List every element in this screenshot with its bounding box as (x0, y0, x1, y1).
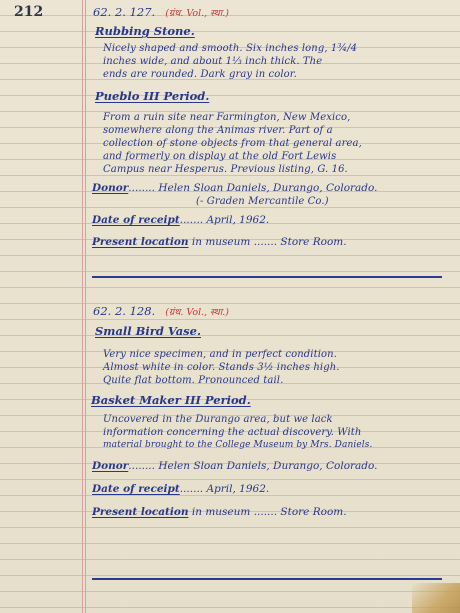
receipt-value: April, 1962. (206, 214, 270, 226)
accession-number-text: 62. 2. 128. (93, 304, 156, 318)
donor-label: Donor (92, 182, 129, 194)
provenance-line: and formerly on display at the old Fort Lewis (103, 151, 337, 162)
donor-extra: (- Graden Mercantile Co.) (196, 196, 329, 207)
period-heading: Basket Maker III Period. (91, 393, 251, 407)
period-heading: Pueblo III Period. (95, 89, 210, 103)
receipt-label: Date of receipt (92, 483, 180, 495)
provenance-line: material brought to the College Museum by Mrs. Daniels. (103, 440, 373, 450)
object-name: Rubbing Stone. (95, 24, 195, 38)
margin-rule (85, 0, 86, 613)
location-label: Present location (92, 506, 189, 518)
accession-number (93, 306, 229, 318)
accession-number-text: 62. 2. 127. (93, 5, 156, 19)
receipt-line (92, 215, 269, 226)
object-name: Small Bird Vase. (95, 324, 201, 338)
location-mid: in museum (191, 236, 251, 248)
donor-value: Helen Sloan Daniels, Durango, Colorado. (158, 182, 378, 194)
description-line: Quite flat bottom. Pronounced tail. (103, 375, 284, 386)
description-line: ends are rounded. Dark gray in color. (103, 69, 297, 80)
location-value: Store Room. (280, 506, 347, 518)
donor-label: Donor (92, 460, 129, 472)
receipt-label: Date of receipt (92, 214, 180, 226)
provenance-line: information concerning the actual discovery. With (103, 427, 362, 438)
description-line: Almost white in color. Stands 3½ inches high. (103, 362, 340, 373)
leader-dots: ........ (128, 460, 155, 472)
donor-value: Helen Sloan Daniels, Durango, Colorado. (158, 460, 378, 472)
donor-line (92, 183, 378, 194)
leader-dots: ....... (179, 483, 204, 495)
leader-dots: ........ (128, 182, 155, 194)
entry-separator (92, 578, 442, 580)
leader-dots: ....... (179, 214, 204, 226)
accession-annotation: (ग्रंथ. Vol., स्था.) (165, 8, 229, 19)
page-number: 212 (14, 4, 44, 20)
provenance-line: Uncovered in the Durango area, but we lack (103, 414, 333, 425)
leader-dots: ....... (253, 506, 278, 518)
provenance-line: From a ruin site near Farmington, New Mexico, (103, 112, 351, 123)
description-line: inches wide, and about 1⅓ inch thick. The (103, 56, 323, 67)
description-line: Very nice specimen, and in perfect condition. (103, 349, 337, 360)
receipt-line (92, 484, 269, 495)
entry-separator (92, 276, 442, 278)
description-line: Nicely shaped and smooth. Six inches long, 1¾/4 (103, 43, 358, 54)
provenance-line: somewhere along the Animas river. Part of a (103, 125, 333, 136)
accession-number (93, 7, 229, 19)
location-line (92, 237, 347, 248)
location-line (92, 507, 347, 518)
provenance-line: Campus near Hesperus. Previous listing, G. 16. (103, 164, 348, 175)
location-label: Present location (92, 236, 189, 248)
accession-annotation: (ग्रंथ. Vol., स्था.) (165, 307, 229, 318)
page-corner-tape (412, 583, 460, 613)
receipt-value: April, 1962. (206, 483, 270, 495)
provenance-line: collection of stone objects from that general area, (103, 138, 362, 149)
location-mid: in museum (191, 506, 251, 518)
donor-line (92, 461, 378, 472)
location-value: Store Room. (280, 236, 347, 248)
margin-rule (82, 0, 83, 613)
leader-dots: ....... (253, 236, 278, 248)
